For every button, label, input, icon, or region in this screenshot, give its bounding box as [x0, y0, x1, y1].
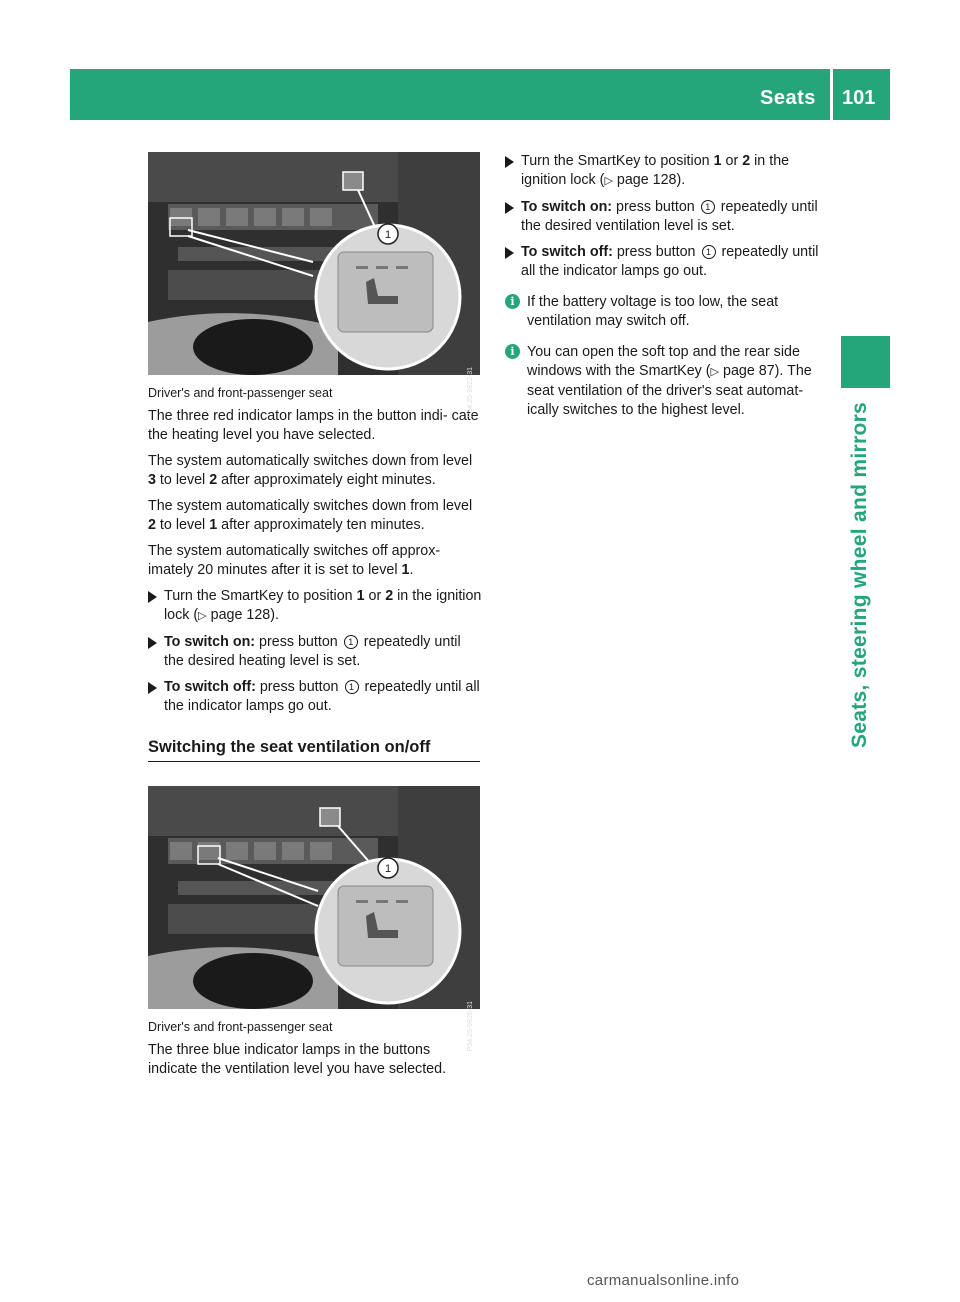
step-arrow-icon — [148, 637, 157, 649]
svg-text:1: 1 — [384, 229, 392, 241]
callout-number-icon: 1 — [344, 635, 358, 649]
right-column — [505, 152, 835, 420]
paragraph: The system automatically switches down from level 3 to level 2 after approximately eight minutes. — [148, 453, 473, 488]
page-header — [70, 69, 890, 120]
paragraph: The system automatically switches down from level 2 to level 1 after approximately ten minutes. — [148, 498, 473, 533]
step-arrow-icon — [148, 682, 157, 694]
callout-number-icon: 1 — [701, 200, 715, 214]
figure-caption: Driver's and front-passenger seat — [148, 1020, 333, 1034]
step-arrow-icon — [148, 591, 157, 603]
instruction-step: To switch on: press button 1 repeatedly until the desired ventilation level is set. — [505, 198, 835, 236]
seat-heating-illustration — [148, 152, 480, 375]
info-icon: i — [505, 294, 520, 309]
info-note: i You can open the soft top and the rear side windows with the SmartKey (▷ page 87). The seat ventilation of the driver's seat automat- ically switches to the highest level. — [505, 343, 835, 420]
chapter-side-label: Seats, steering wheel and mirrors — [848, 401, 871, 748]
header-divider — [830, 69, 833, 120]
step-arrow-icon — [505, 202, 514, 214]
paragraph: The three red indicator lamps in the button indi- cate the heating level you have selected. — [148, 408, 479, 443]
section-heading: Switching the seat ventilation on/off — [148, 738, 480, 762]
svg-text:1: 1 — [384, 863, 392, 875]
seat-ventilation-illustration — [148, 786, 480, 1009]
page-ref-icon: ▷ — [710, 366, 720, 378]
info-icon: i — [505, 344, 520, 359]
instruction-step: Turn the SmartKey to position 1 or 2 in the ignition lock (▷ page 128). — [148, 587, 483, 626]
page-number: 101 — [842, 87, 876, 109]
left-column — [148, 152, 483, 1079]
watermark: carmanualsonline.info — [587, 1272, 740, 1289]
chapter-tab — [841, 336, 890, 388]
paragraph: The three blue indicator lamps in the buttons indicate the ventilation level you have selected. — [148, 1042, 447, 1077]
figure-code: P54.25-9826-31 — [467, 1001, 474, 1052]
page-ref-icon: ▷ — [604, 175, 613, 187]
callout-number-icon: 1 — [702, 245, 716, 259]
figure-caption: Driver's and front-passenger seat — [148, 386, 333, 400]
paragraph: The system automatically switches off approx- imately 20 minutes after it is set to level 1. — [148, 543, 441, 578]
step-arrow-icon — [505, 247, 514, 259]
instruction-step: To switch on: press button 1 repeatedly until the desired heating level is set. — [148, 633, 483, 671]
figure-code: P54.25-9822-31 — [467, 367, 474, 418]
instruction-step: Turn the SmartKey to position 1 or 2 in the ignition lock (▷ page 128). — [505, 152, 835, 191]
page-ref-icon: ▷ — [198, 610, 207, 622]
instruction-step: To switch off: press button 1 repeatedly until all the indicator lamps go out. — [505, 243, 835, 281]
step-arrow-icon — [505, 156, 514, 168]
callout-number-icon: 1 — [345, 680, 359, 694]
info-note: i If the battery voltage is too low, the seat ventilation may switch off. — [505, 293, 835, 331]
header-title: Seats — [760, 87, 816, 109]
instruction-step: To switch off: press button 1 repeatedly until all the indicator lamps go out. — [148, 678, 483, 716]
